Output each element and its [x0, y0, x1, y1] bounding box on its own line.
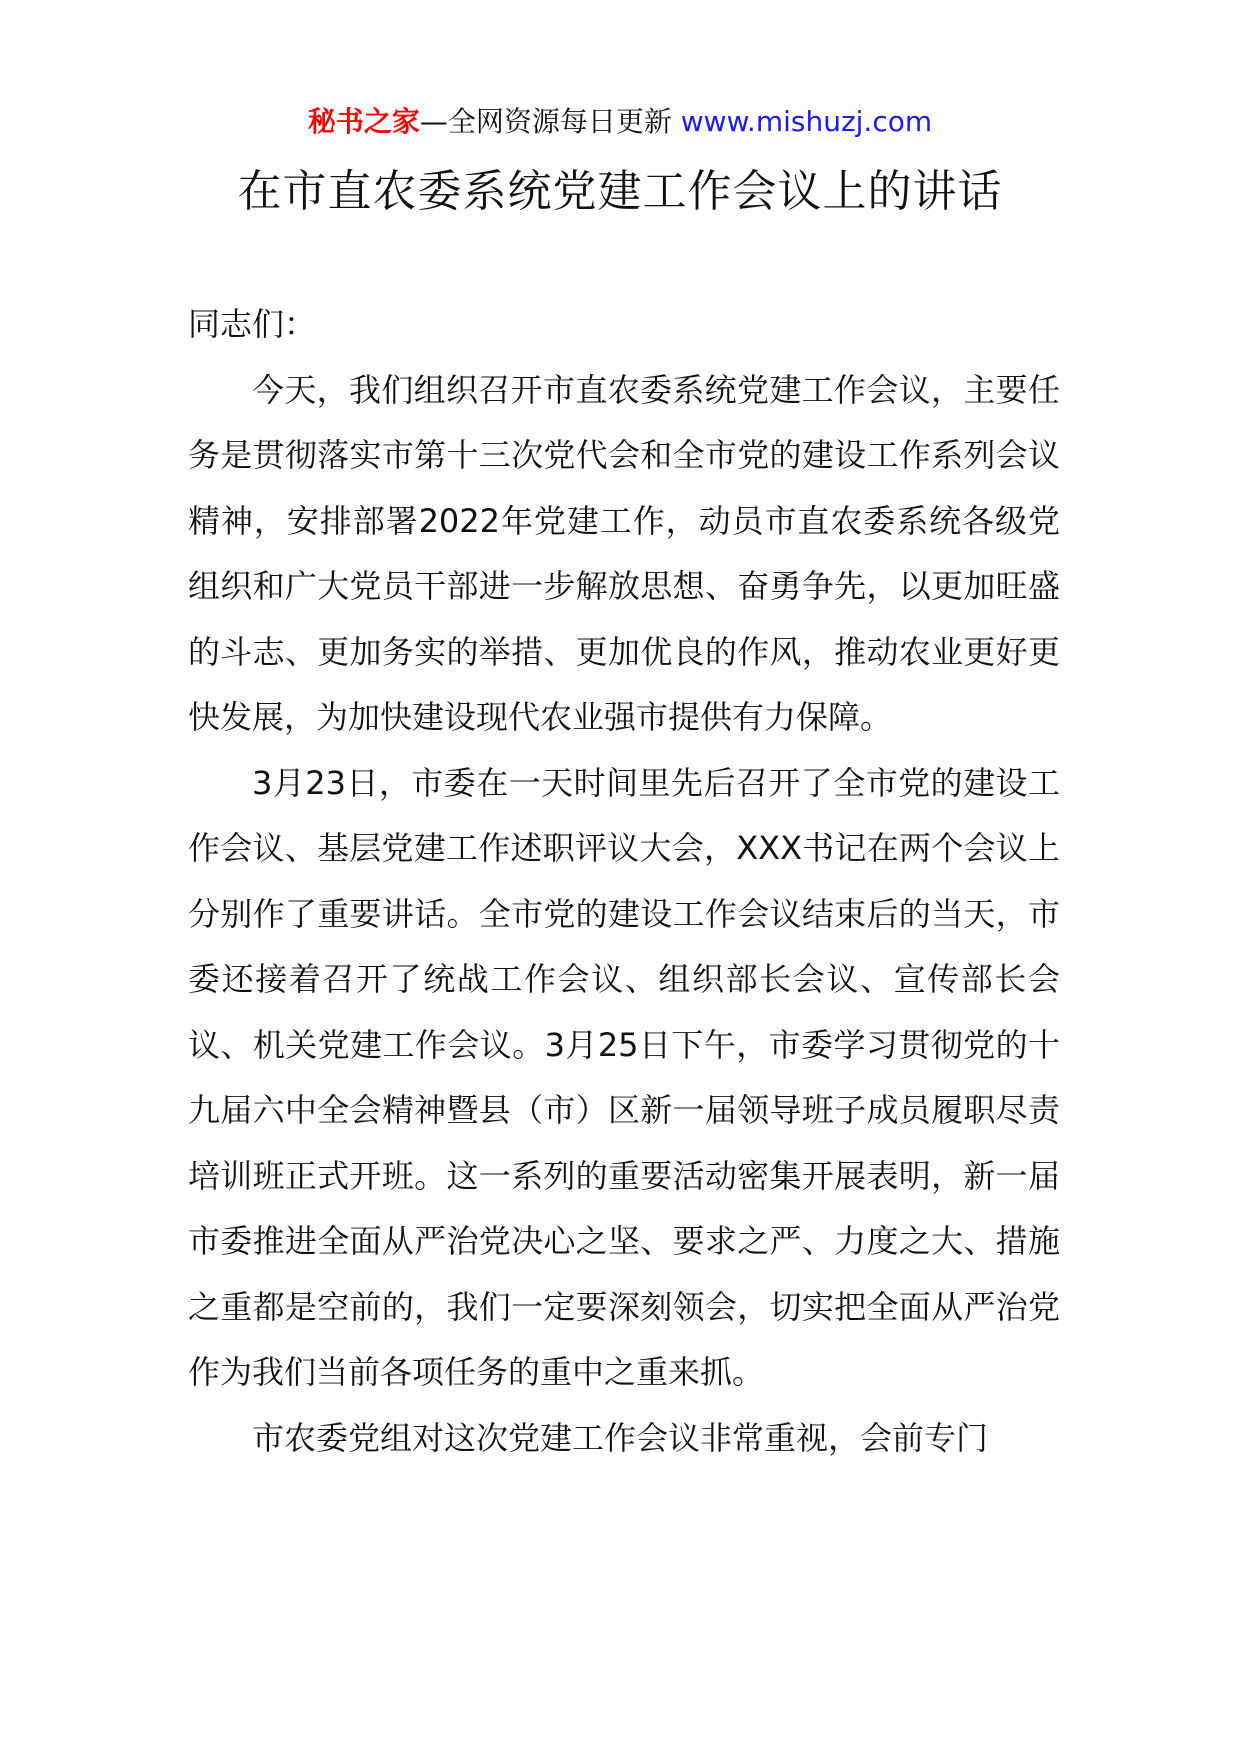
- header-tagline: —全网资源每日更新: [419, 105, 681, 138]
- paragraph: 3月23日，市委在一天时间里先后召开了全市党的建设工作会议、基层党建工作述职评议大会，XXX书记在两个会议上分别作了重要讲话。全市党的建设工作会议结束后的当天，市委还接着召开了统战工作会议、组织部长会议、宣传部长会议、机关党建工作会议。3月25日下午，市委学习贯彻党的十九届六中全会精神暨县（市）区新一届领导班子成员履职尽责培训班正式开班。这一系列的重要活动密集开展表明，新一届市委推进全面从严治党决心之坚、要求之严、力度之大、措施之重都是空前的，我们一定要深刻领会，切实把全面从严治党作为我们当前各项任务的重中之重来抓。: [188, 763, 1060, 1391]
- site-url-link[interactable]: www.mishuzj.com: [680, 105, 933, 138]
- document-title: 在市直农委系统党建工作会议上的讲话: [237, 166, 1003, 217]
- paragraph: 今天，我们组织召开市直农委系统党建工作会议，主要任务是贯彻落实市第十三次党代会和全市党的建设工作系列会议精神，安排部署2022年党建工作，动员市直农委系统各级党组织和广大党员干部进一步解放思想、奋勇争先，以更加旺盛的斗志、更加务实的举措、更加优良的作风，推动农业更好更快发展，为加快建设现代农业强市提供有力保障。: [188, 370, 1060, 736]
- site-header: [0, 102, 1240, 142]
- paragraph: 市农委党组对这次党建工作会议非常重视，会前专门: [252, 1418, 989, 1457]
- document-body: [188, 292, 1060, 1471]
- brand-name: 秘书之家: [307, 105, 420, 138]
- salutation: 同志们：: [188, 305, 317, 343]
